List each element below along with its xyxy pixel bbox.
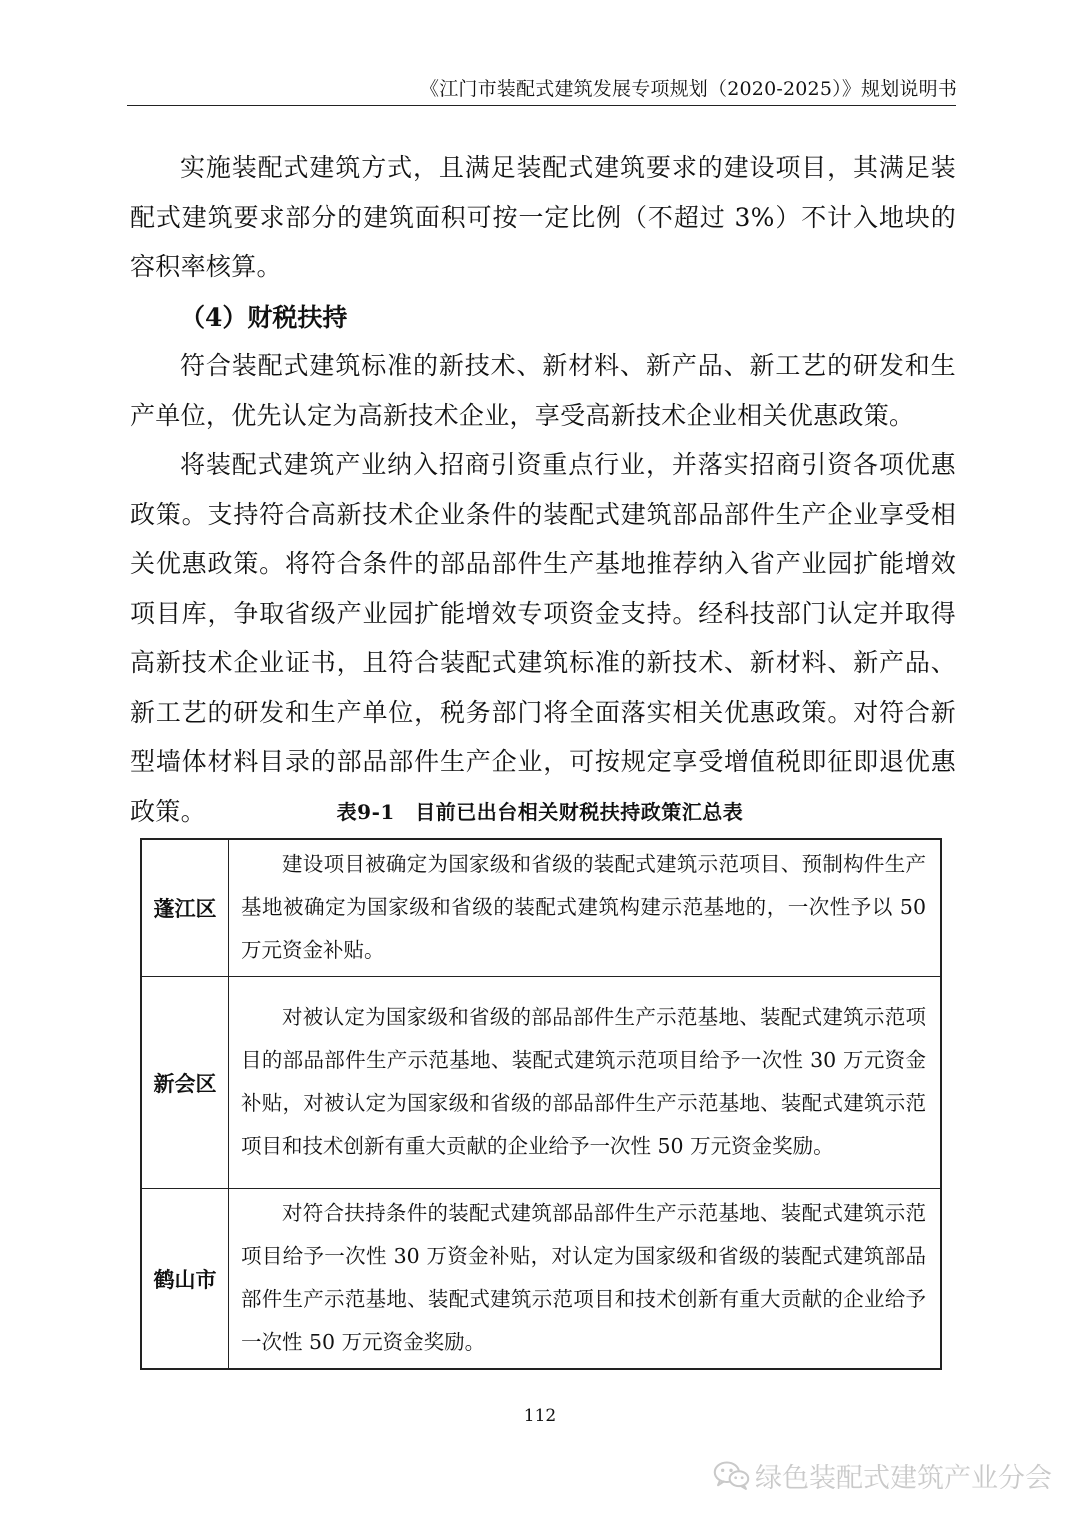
region-cell: 蓬江区 [141, 839, 229, 977]
policy-cell: 对符合扶持条件的装配式建筑部品部件生产示范基地、装配式建筑示范项目给予一次性 30 万资金补贴，对认定为国家级和省级的装配式建筑部品部件生产示范基地、装配式建筑示范项目和技术创新有重大贡献的企业给予一次性 50 万元资金奖励。 [229, 1189, 942, 1370]
paragraph-far-incentive: 实施装配式建筑方式，且满足装配式建筑要求的建设项目，其满足装配式建筑要求部分的建筑面积可按一定比例（不超过 3%）不计入地块的容积率核算。 [130, 153, 956, 281]
policy-cell: 建设项目被确定为国家级和省级的装配式建筑示范项目、预制构件生产基地被确定为国家级和省级的装配式建筑构建示范基地的，一次性予以 50 万元资金补贴。 [229, 839, 942, 977]
region-cell: 鹤山市 [141, 1189, 229, 1370]
table-row [141, 977, 941, 1189]
region-cell: 新会区 [141, 977, 229, 1189]
wechat-icon [712, 1457, 751, 1493]
table-caption: 表9-1 目前已出台相关财税扶持政策汇总表 [336, 800, 744, 824]
table-row [141, 839, 941, 977]
page-number: 112 [523, 1406, 557, 1426]
wechat-watermark [712, 1452, 1052, 1498]
section-heading-fiscal-support: （4）财税扶持 [180, 303, 348, 332]
policy-summary-table [140, 838, 942, 1370]
table-row [141, 1189, 941, 1370]
header-divider [127, 105, 956, 106]
paragraph-investment-policy: 将装配式建筑产业纳入招商引资重点行业，并落实招商引资各项优惠政策。支持符合高新技术企业条件的装配式建筑部品部件生产企业享受相关优惠政策。将符合条件的部品部件生产基地推荐纳入省产业园扩能增效项目库，争取省级产业园扩能增效专项资金支持。经科技部门认定并取得高新技术企业证书，且符合装配式建筑标准的新技术、新材料、新产品、新工艺的研发和生产单位，税务部门将全面落实相关优惠政策。对符合新型墙体材料目录的部品部件生产企业，可按规定享受增值税即征即退优惠政策。 [130, 450, 956, 826]
paragraph-high-tech-enterprise: 符合装配式建筑标准的新技术、新材料、新产品、新工艺的研发和生产单位，优先认定为高新技术企业，享受高新技术企业相关优惠政策。 [130, 351, 956, 430]
watermark-text: 绿色装配式建筑产业分会 [755, 1462, 1052, 1494]
policy-cell: 对被认定为国家级和省级的部品部件生产示范基地、装配式建筑示范项目的部品部件生产示范基地、装配式建筑示范项目给予一次性 30 万元资金补贴，对被认定为国家级和省级的部品部件生产示范基地、装配式建筑示范项目和技术创新有重大贡献的企业给予一次性 50 万元资金奖励。 [229, 977, 942, 1189]
document-header-title: 《江门市装配式建筑发展专项规划（2020-2025）》规划说明书 [420, 78, 958, 100]
